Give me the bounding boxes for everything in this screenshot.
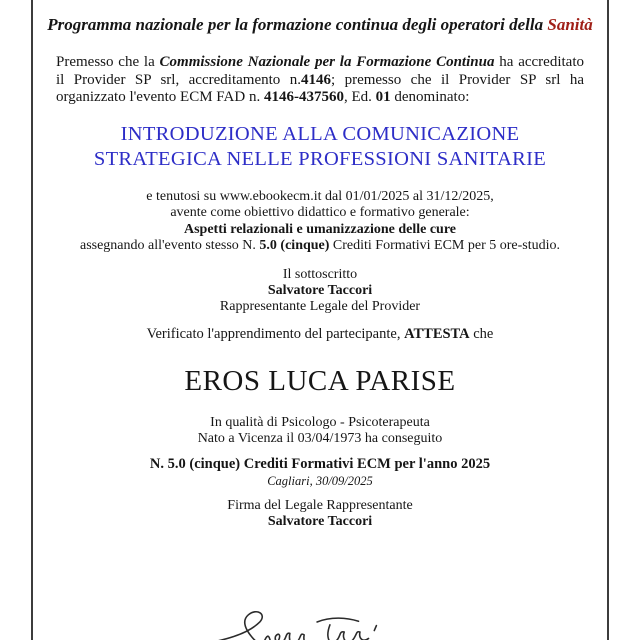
event-details: [33, 189, 607, 255]
credits-awarded-line: N. 5.0 (cinque) Crediti Formativi ECM per l'anno 2025: [149, 455, 491, 472]
signature-label: Firma del Legale Rappresentante: [227, 497, 413, 513]
premise-text: denominato:: [390, 89, 470, 105]
edition-number: 01: [375, 89, 391, 105]
commission-name: Commissione Nazionale per la Formazione Continua: [159, 54, 495, 70]
attestation-text: Verificato l'apprendimento del partecipante,: [146, 325, 405, 342]
accreditation-number: 4146: [300, 71, 331, 88]
event-credits-line: [33, 238, 607, 255]
premise-text: , Ed.: [343, 89, 376, 105]
participant-name: EROS LUCA PARISE: [184, 364, 456, 397]
event-held-line: e tenutosi su www.ebookecm.it dal 01/01/2025 al 31/12/2025,: [146, 188, 494, 204]
attestation-keyword: ATTESTA: [404, 325, 470, 342]
signature-name: Salvatore Taccori: [267, 513, 373, 529]
attestation-line: [33, 326, 607, 343]
participant-qualification: In qualità di Psicologo - Psicoterapeuta: [210, 414, 430, 430]
event-number: 4146-437560: [263, 89, 344, 105]
event-objective: Aspetti relazionali e umanizzazione delle cure: [183, 221, 457, 237]
place-date: Cagliari, 30/09/2025: [267, 473, 373, 488]
participant-details: [33, 415, 607, 447]
premise-text: ha accreditato il Provider SP srl, accreditamento n.: [56, 54, 584, 88]
signature-label-block: [33, 498, 607, 530]
header-title-text: Programma nazionale per la formazione continua degli operatori della: [47, 15, 548, 34]
premise-paragraph: [56, 54, 584, 107]
course-title: [33, 122, 607, 172]
premise-text: Premesso che la: [56, 54, 160, 70]
signer-block: [33, 267, 607, 315]
header-title-highlight: Sanità: [547, 15, 593, 34]
header-title: [43, 14, 597, 36]
event-objective-intro: avente come obiettivo didattico e formativo generale:: [170, 205, 470, 220]
signature-area: [0, 602, 574, 640]
credits-text: assegnando all'evento stesso N.: [79, 238, 260, 253]
attestation-text: che: [469, 325, 494, 342]
course-title-line1: INTRODUZIONE ALLA COMUNICAZIONE: [120, 122, 520, 145]
course-title-line2: STRATEGICA NELLE PROFESSIONI SANITARIE: [93, 147, 547, 170]
signer-intro: Il sottoscritto: [282, 266, 358, 282]
handwritten-signature-image: [194, 602, 380, 640]
participant-birth: Nato a Vicenza il 03/04/1973 ha conseguito: [197, 430, 443, 446]
signer-role: Rappresentante Legale del Provider: [219, 298, 421, 314]
credits-amount: 5.0 (cinque): [259, 238, 330, 253]
credits-text: Crediti Formativi ECM per 5 ore-studio.: [329, 238, 561, 253]
certificate-page: [31, 0, 609, 640]
signer-name: Salvatore Taccori: [267, 282, 373, 298]
premise-text: ; premesso che il Provider SP srl ha organizzato l'evento ECM FAD n.: [56, 71, 584, 105]
